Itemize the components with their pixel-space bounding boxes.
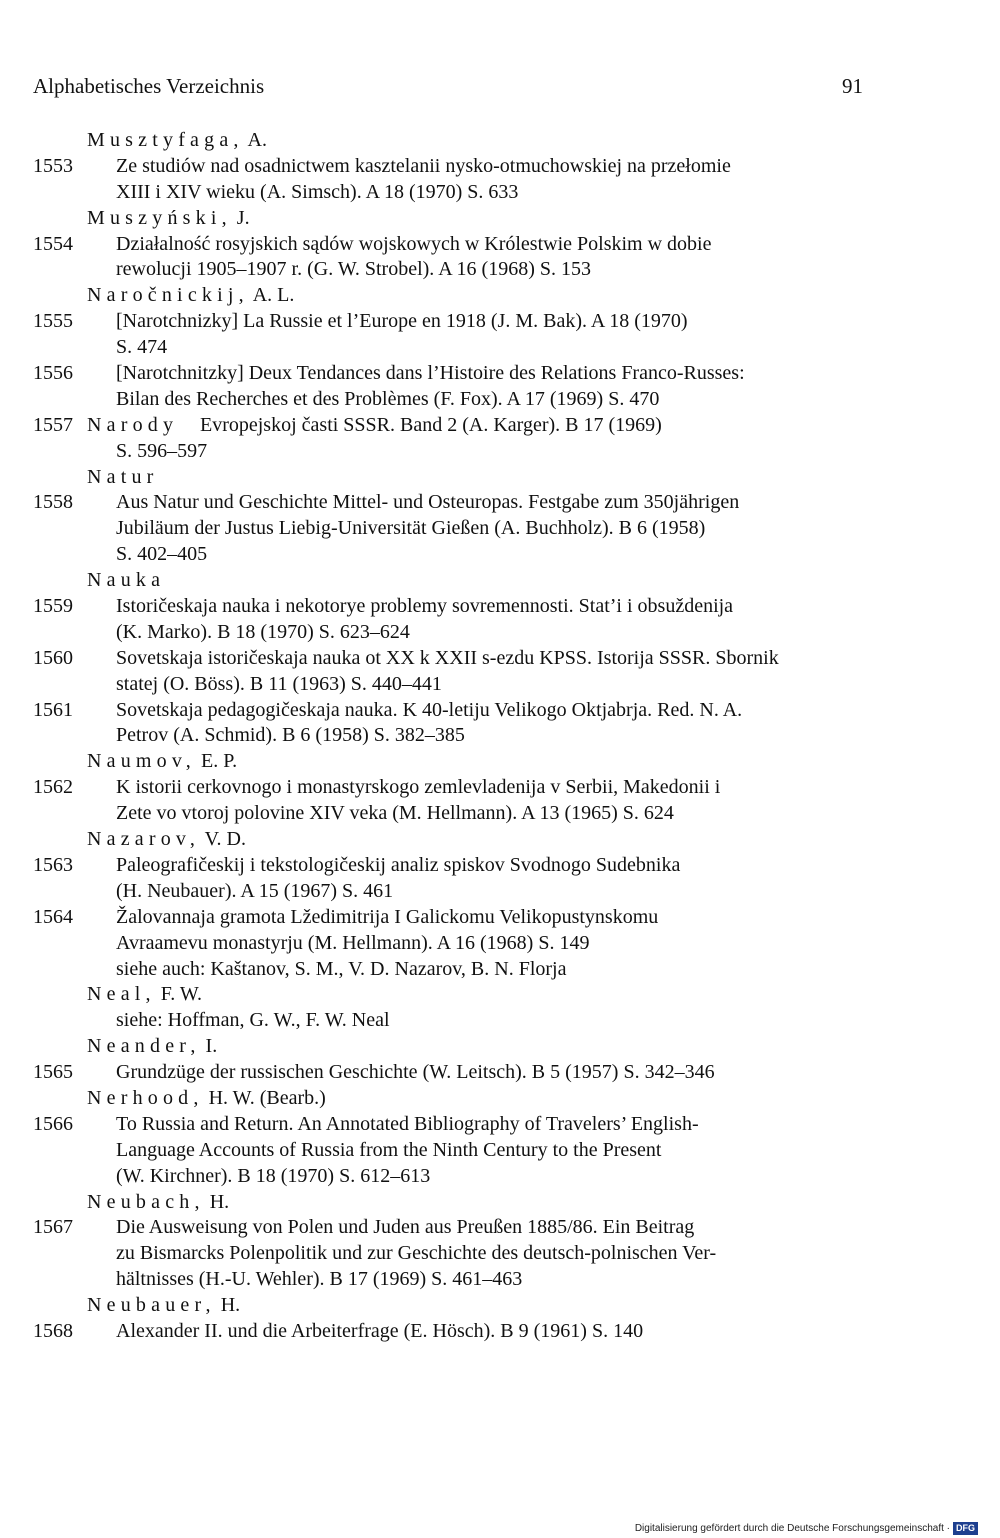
entry-text: Sovetskaja istoričeskaja nauka ot XX k XXII s-ezdu KPSS. Istorija SSSR. Sbornik xyxy=(116,646,779,669)
author-surname: Neal, xyxy=(87,983,156,1006)
author-name xyxy=(87,283,294,309)
entry-text: Działalność rosyjskich sądów wojskowych w Królestwie Polskim w dobie xyxy=(116,232,712,255)
entry-number: 1559 xyxy=(33,595,73,618)
entry-text: (W. Kirchner). B 18 (1970) S. 612–613 xyxy=(116,1164,431,1187)
author-name xyxy=(87,1293,240,1319)
entry-continuation xyxy=(0,620,1000,646)
author-initials: H. W. (Bearb.) xyxy=(203,1086,326,1109)
author-heading xyxy=(0,568,1000,594)
entry-row xyxy=(0,154,1000,180)
entry-row xyxy=(0,309,1000,335)
page-number: 91 xyxy=(842,74,863,98)
author-name xyxy=(87,206,250,232)
page-title: Alphabetisches Verzeichnis xyxy=(33,74,265,98)
entry-row xyxy=(0,905,1000,931)
author-name xyxy=(87,1190,229,1216)
entry-row xyxy=(0,775,1000,801)
author-heading xyxy=(0,1034,1000,1060)
running-head xyxy=(33,74,863,102)
entry-continuation xyxy=(0,1008,1000,1034)
entry-continuation xyxy=(0,439,1000,465)
author-heading xyxy=(0,128,1000,154)
author-initials: J. xyxy=(231,206,250,229)
entry-continuation xyxy=(0,801,1000,827)
author-initials: H. xyxy=(215,1294,241,1317)
entry-continuation xyxy=(0,931,1000,957)
entry-text: statej (O. Böss). B 11 (1963) S. 440–441 xyxy=(116,672,442,695)
author-surname: Neander, xyxy=(87,1035,201,1058)
entry-text: [Narotchnitzky] Deux Tendances dans l’Histoire des Relations Franco-Russes: xyxy=(116,362,745,385)
author-heading xyxy=(0,827,1000,853)
entry-text: S. 596–597 xyxy=(116,439,208,462)
entry-continuation xyxy=(0,723,1000,749)
entry-row xyxy=(0,1112,1000,1138)
entry-number: 1553 xyxy=(33,154,73,177)
entry-text: Paleografičeskij i tekstologičeskij analiz spiskov Svodnogo Sudebnika xyxy=(116,853,681,876)
entry-text: Alexander II. und die Arbeiterfrage (E. Hösch). B 9 (1961) S. 140 xyxy=(116,1319,644,1342)
author-surname: Naročnickij, xyxy=(87,284,249,307)
entry-text: Sovetskaja pedagogičeskaja nauka. K 40-letiju Velikogo Oktjabrja. Red. N. A. xyxy=(116,698,743,721)
author-surname: Neubauer, xyxy=(87,1294,216,1317)
entry-number: 1554 xyxy=(33,232,73,255)
entry-row xyxy=(0,853,1000,879)
entry-text: (K. Marko). B 18 (1970) S. 623–624 xyxy=(116,620,410,643)
entry-text: K istorii cerkovnogo i monastyrskogo zemlevladenija v Serbii, Makedonii i xyxy=(116,776,721,799)
entry-row xyxy=(0,646,1000,672)
entry-row xyxy=(0,698,1000,724)
entry-row xyxy=(0,232,1000,258)
dfg-logo: DFG xyxy=(953,1522,978,1535)
author-heading xyxy=(0,1293,1000,1319)
entry-text: Die Ausweisung von Polen und Juden aus Preußen 1885/86. Ein Beitrag xyxy=(116,1216,695,1239)
author-surname: Musztyfaga, xyxy=(87,129,244,151)
author-initials: H. xyxy=(204,1190,230,1213)
entry-text: [Narotchnizky] La Russie et l’Europe en 1918 (J. M. Bak). A 18 (1970) xyxy=(116,310,688,333)
entry-continuation xyxy=(0,542,1000,568)
entry-row xyxy=(0,1319,1000,1345)
author-heading xyxy=(0,1086,1000,1112)
author-initials: F. W. xyxy=(155,983,202,1006)
entry-text: Aus Natur und Geschichte Mittel- und Osteuropas. Festgabe zum 350jährigen xyxy=(116,491,740,514)
author-name xyxy=(87,1086,326,1112)
author-surname: Neubach, xyxy=(87,1190,205,1213)
entry-text: S. 474 xyxy=(116,336,168,359)
author-name xyxy=(87,465,159,491)
entry-number: 1556 xyxy=(33,362,73,385)
author-name xyxy=(87,749,237,775)
entry-text: Žalovannaja gramota Lžedimitrija I Galickomu Velikopustynskomu xyxy=(116,905,659,928)
entry-continuation xyxy=(0,180,1000,206)
entry-row xyxy=(0,490,1000,516)
entry-number: 1560 xyxy=(33,646,73,669)
entry-text: Evropejskoj časti SSSR. Band 2 (A. Karger). B 17 (1969) xyxy=(200,413,662,436)
entry-number: 1561 xyxy=(33,698,73,721)
entry-number: 1568 xyxy=(33,1319,73,1342)
entry-number: 1567 xyxy=(33,1216,73,1239)
entry-continuation xyxy=(0,1241,1000,1267)
entry-continuation xyxy=(0,1164,1000,1190)
author-surname: Naumov, xyxy=(87,750,196,773)
entry-text: S. 402–405 xyxy=(116,543,208,566)
author-initials: A. xyxy=(243,129,267,151)
entry-row xyxy=(0,361,1000,387)
entry-continuation xyxy=(0,957,1000,983)
author-heading xyxy=(0,283,1000,309)
entry-continuation xyxy=(0,1138,1000,1164)
author-name xyxy=(87,827,246,853)
entry-text: To Russia and Return. An Annotated Bibliography of Travelers’ English- xyxy=(116,1112,699,1135)
entry-number: 1566 xyxy=(33,1112,73,1135)
entry-number: 1563 xyxy=(33,853,73,876)
entry-text: XIII i XIV wieku (A. Simsch). A 18 (1970) S. 633 xyxy=(116,180,519,203)
author-heading xyxy=(0,982,1000,1008)
entry-text: Zete vo vtoroj polovine XIV veka (M. Hellmann). A 13 (1965) S. 624 xyxy=(116,802,674,825)
entry-continuation xyxy=(0,879,1000,905)
entry-number: 1557 xyxy=(33,413,73,436)
author-initials: V. D. xyxy=(200,828,246,851)
entry-text: Bilan des Recherches et des Problèmes (F. Fox). A 17 (1969) S. 470 xyxy=(116,387,660,410)
entry-row xyxy=(0,1215,1000,1241)
entry-number: 1565 xyxy=(33,1061,73,1084)
entry-row xyxy=(0,413,1000,439)
entry-text: rewolucji 1905–1907 r. (G. W. Strobel). A 16 (1968) S. 153 xyxy=(116,258,591,281)
author-initials: A. L. xyxy=(248,284,295,307)
entry-continuation xyxy=(0,335,1000,361)
index-entries xyxy=(0,128,1000,1345)
entry-continuation xyxy=(0,387,1000,413)
author-surname: Muszyński, xyxy=(87,206,232,229)
entry-continuation xyxy=(0,516,1000,542)
author-heading xyxy=(0,749,1000,775)
author-name xyxy=(87,982,202,1008)
entry-text: Language Accounts of Russia from the Ninth Century to the Present xyxy=(116,1138,662,1161)
entry-continuation xyxy=(0,257,1000,283)
entry-text: Avraamevu monastyrju (M. Hellmann). A 16 (1968) S. 149 xyxy=(116,931,590,954)
entry-number: 1562 xyxy=(33,776,73,799)
entry-continuation xyxy=(0,1267,1000,1293)
author-surname: Natur xyxy=(87,465,159,488)
entry-text: Grundzüge der russischen Geschichte (W. Leitsch). B 5 (1957) S. 342–346 xyxy=(116,1061,715,1084)
footer-text: Digitalisierung gefördert durch die Deutsche Forschungsgemeinschaft · xyxy=(634,1523,950,1534)
entry-text: Petrov (A. Schmid). B 6 (1958) S. 382–385 xyxy=(116,724,465,747)
entry-text: Istoričeskaja nauka i nekotorye problemy sovremennosti. Stat’i i obsuždenija xyxy=(116,595,734,618)
entry-row xyxy=(0,594,1000,620)
entry-keyword: Narody xyxy=(87,413,179,436)
author-surname: Nauka xyxy=(87,569,166,592)
author-initials: I. xyxy=(200,1035,218,1058)
author-surname: Nerhood, xyxy=(87,1086,204,1109)
entry-text: Ze studiów nad osadnictwem kasztelanii nysko-otmuchowskiej na przełomie xyxy=(116,154,731,177)
entry-row xyxy=(0,1060,1000,1086)
entry-number: 1564 xyxy=(33,905,73,928)
author-heading xyxy=(0,465,1000,491)
footer-credit xyxy=(635,1522,978,1535)
entry-number: 1555 xyxy=(33,310,73,333)
entry-continuation xyxy=(0,672,1000,698)
author-surname: Nazarov, xyxy=(87,828,201,851)
entry-text: siehe auch: Kaštanov, S. M., V. D. Nazarov, B. N. Florja xyxy=(116,957,567,980)
entry-text: Jubiläum der Justus Liebig-Universität Gießen (A. Buchholz). B 6 (1958) xyxy=(116,517,706,540)
author-heading xyxy=(0,206,1000,232)
entry-text: siehe: Hoffman, G. W., F. W. Neal xyxy=(116,1009,390,1032)
author-heading xyxy=(0,1190,1000,1216)
author-name xyxy=(87,568,165,594)
entry-text: hältnisses (H.-U. Wehler). B 17 (1969) S. 461–463 xyxy=(116,1268,523,1291)
entry-text: zu Bismarcks Polenpolitik und zur Geschichte des deutsch-polnischen Ver- xyxy=(116,1242,717,1265)
author-initials: E. P. xyxy=(195,750,238,773)
author-name xyxy=(87,1034,217,1060)
author-name xyxy=(87,128,267,154)
entry-number: 1558 xyxy=(33,491,73,514)
entry-text: (H. Neubauer). A 15 (1967) S. 461 xyxy=(116,879,394,902)
